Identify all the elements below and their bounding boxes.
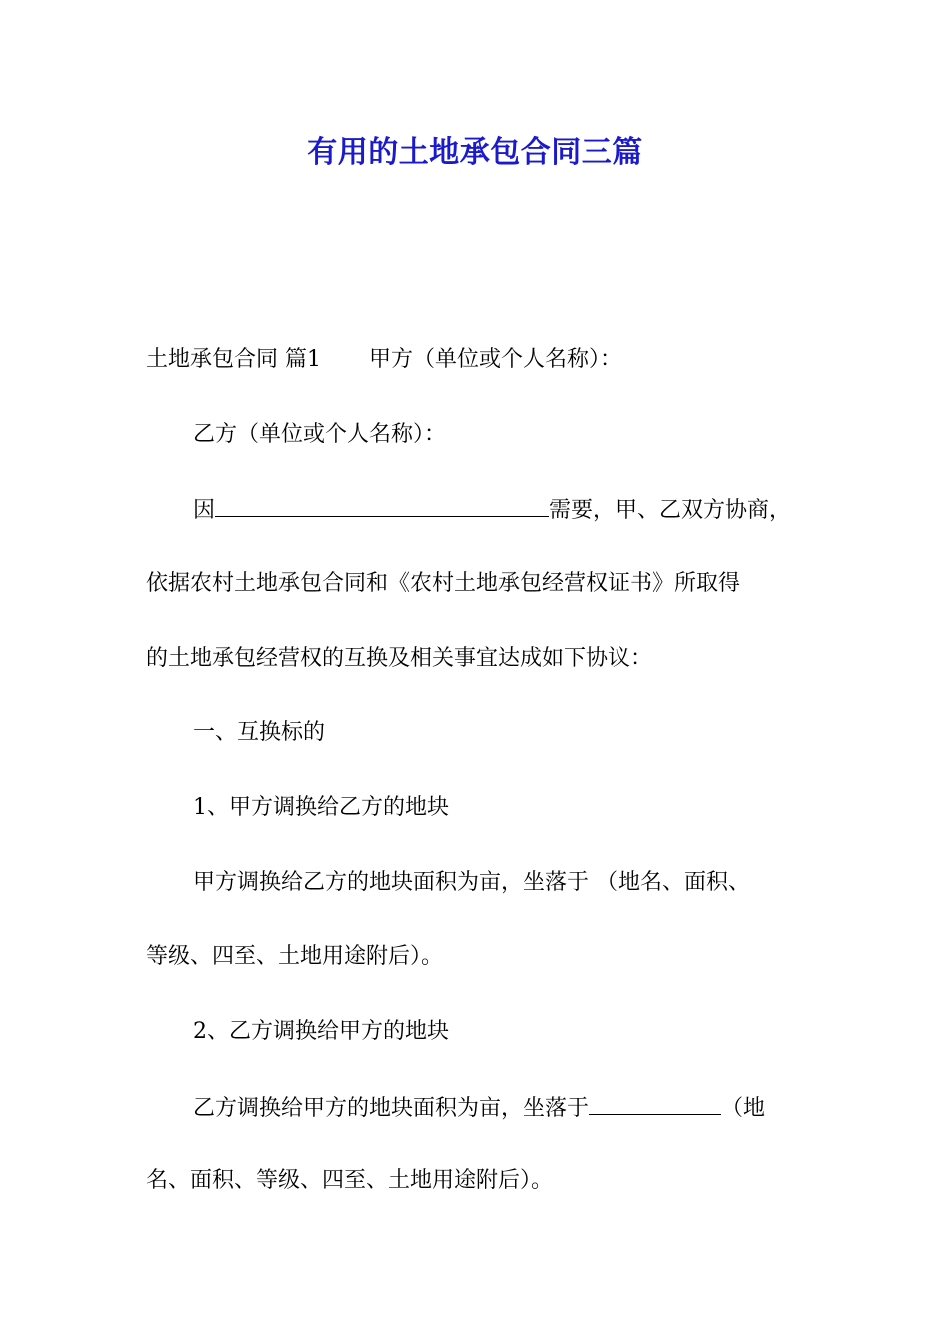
- paragraph-1-prefix: 因: [193, 498, 216, 523]
- item-1-text-line-2: 等级、四至、土地用途附后）。: [146, 944, 444, 969]
- item-heading-1: 1、甲方调换给乙方的地块: [193, 795, 449, 820]
- contract-heading: 土地承包合同 篇1: [146, 347, 321, 372]
- paragraph-1-line-2: 依据农村土地承包合同和《农村土地承包经营权证书》所取得: [146, 571, 741, 596]
- item-2-text-line-2: 名、面积、等级、四至、土地用途附后）。: [146, 1168, 554, 1193]
- paragraph-1-line-3: 的土地承包经营权的互换及相关事宜达成如下协议：: [146, 646, 653, 671]
- item-heading-2: 2、乙方调换给甲方的地块: [193, 1019, 449, 1044]
- item-1-text-line-1: 甲方调换给乙方的地块面积为亩，坐落于 （地名、面积、: [193, 870, 750, 895]
- section-heading-1: 一、互换标的: [193, 720, 326, 745]
- contract-heading-line: [146, 345, 622, 375]
- party-a-label: 甲方（单位或个人名称）：: [369, 347, 623, 372]
- item-2-text-suffix: （地: [721, 1096, 766, 1121]
- item-2-text-line-1: [193, 1092, 765, 1124]
- paragraph-1-suffix: 需要，甲、乙双方协商，: [549, 498, 792, 523]
- document-title: 有用的土地承包合同三篇: [307, 135, 643, 170]
- fill-in-blank-purpose: [215, 494, 549, 517]
- item-2-text-prefix: 乙方调换给甲方的地块面积为亩，坐落于: [193, 1096, 590, 1121]
- party-b-label: 乙方（单位或个人名称）：: [193, 422, 447, 447]
- paragraph-1-line-1: [193, 494, 791, 526]
- fill-in-blank-location: [589, 1092, 721, 1115]
